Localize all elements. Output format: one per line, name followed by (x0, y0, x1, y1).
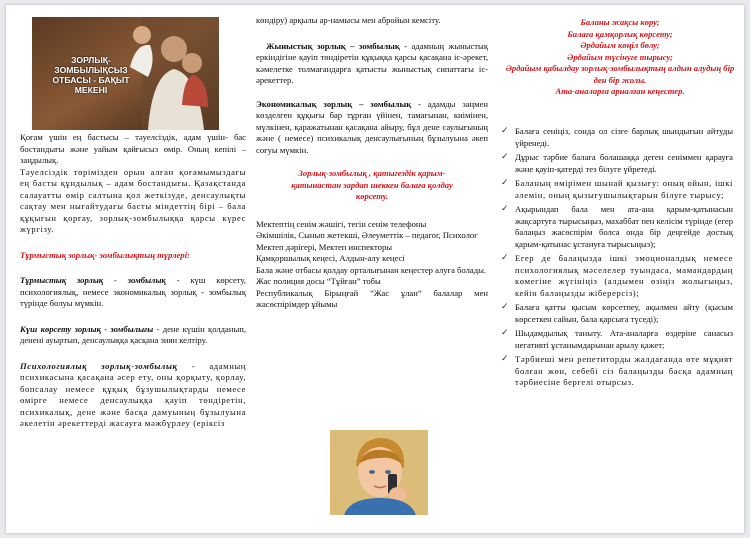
slogan-line: Әрдайым қабылдау зорлық-зомбылықтың алдын алудың бір ден бір жолы. (505, 63, 735, 85)
sexual-term: Жыныстық зорлық – зомбылық (266, 40, 400, 51)
tip-text: Тәрбиеші мен репетиторды жалдағанда өте мұқият болған жөн, себебі сіз балаңызды басқа адамның тәрбиесіне бергелі отырсыз. (515, 354, 733, 387)
tip-text: Балаға қатты қысым көрсетпеу, ақылмен айту (қысым көрсеткен сайын, бала қарсыға түседі); (515, 302, 733, 324)
check-icon: ✓ (501, 354, 509, 364)
psych-term: Психологиялық зорлық-зомбылық (20, 360, 178, 371)
tip-item (501, 126, 733, 149)
domestic-term: Тұрмыстық зорлық - зомбылық (20, 275, 166, 285)
tip-item (501, 354, 733, 389)
service-item: Қамқоршылық кеңесі, Алдын-алу кеңесі (256, 253, 405, 263)
tip-item (501, 328, 733, 351)
sexual-text: - адамның жыныстық еркіндігіне қауіп төндіретін құқыққа қарсы қасақана іс-әрекет, кәмелетке толмағандарға қатысты жыныстық сипаттағы іс-әрекеттер. (256, 40, 488, 85)
parents-advice-heading: Ата-аналарға арналған кеңестер. (555, 86, 685, 96)
force-text: - дене күшін қолданып, денені ауыртып, денсаулыққа қасқана зиян келтіру. (20, 323, 246, 345)
continued-text: көндіру) арқылы ар-намысы мен абройын кемсіту. (256, 15, 441, 25)
boy-on-phone-image (330, 430, 428, 515)
tip-item (501, 204, 733, 250)
service-item: Бала және отбасы қолдау орталығынан кеңестер алуға болады. (256, 264, 486, 275)
slogans-block (501, 17, 739, 98)
column-left (20, 5, 246, 533)
service-item: Мектептің сенім жәшігі, тегін сенім телефоны (256, 218, 427, 229)
force-term: Күш көрсету зорлық - зомбылығы (20, 323, 154, 334)
check-icon: ✓ (501, 253, 509, 263)
tip-item (501, 253, 733, 299)
tip-item (501, 178, 733, 201)
column-right (501, 5, 739, 533)
column-middle (256, 5, 488, 533)
service-item: Мектеп дәрігері, Мектеп инспекторы (256, 241, 393, 252)
psych-violence-paragraph (20, 361, 246, 430)
service-item: Республикалық Бірыңғай “Жас ұлан” балалар мен жасөспірімдер ұйымы (256, 287, 488, 309)
econ-text: - адамды заңмен көзделген құқығы бар тұрған үйінен, тамағынан, киімінен, мүлкінен, қаражатынан қасақана айыру, бұл дене саулығының және ( немесе) психикалық денсаулығының бұзылуына әкеп соғуы мүмкін. (256, 98, 488, 155)
tip-item (501, 152, 733, 175)
hero-title: ЗОРЛЫҚ-ЗОМБЫЛЫҚСЫЗ ОТБАСЫ - БАҚЫТ МЕКЕНІ (52, 55, 130, 95)
check-icon: ✓ (501, 328, 509, 338)
check-icon: ✓ (501, 302, 509, 312)
service-item: Әкімшілік, Сынып жетекші, Әлеуметтік – педагог, Психолог (256, 230, 478, 240)
boy-photo (330, 430, 428, 515)
sexual-violence-paragraph (256, 41, 488, 87)
intro-paragraph-2: Тәуелсіздік төрімізден орын алған қоғамымыздағы ең басты құндылық – адам бостандығы. Қазақстанда салауатты өмір салтына қол жеткізуде, денсаулықты сақтау мен нығайтудағы басты міндеттің бірі – бала құқығын қорғау, зорлық-зомбылыққа қарсы күрес жүргізу. (20, 166, 246, 234)
domestic-violence-paragraph (20, 275, 246, 310)
tip-text: Дұрыс тәрбие балаға болашаққа деген сеніммен қарауға және қауіп-қатерді тез білуге үйретеді. (515, 152, 733, 174)
parent-tips-list (501, 126, 733, 389)
tip-text: Балаға сеніңіз, сонда ол сізге барлық шындығын айтуды үйренеді. (515, 126, 733, 148)
slogan-line: Баланы жақсы көру; (580, 17, 660, 27)
check-icon: ✓ (501, 204, 509, 214)
psych-text: - адамның психикасына қасақана әсер ету, оны қорқыту, қорлау, бопсалау немесе құқық бұзушылықтарды немесе өмірге немесе денсаулыққа қауіп төндіретін, психикалық, дене және басқа дамуының бұзылуына әкелетін әрекеттерді жасауға мәжбүрлеу (еріксіз (20, 360, 246, 428)
tip-text: Ақырындап бала мен ата-ана қарым-қатынасын жақсартуға тырысыңыз, махаббат пен келісім түрінде (егер балаңыз жасөспірім болса онда бір деңгейде достық қарым-қатынас ұстануға тырысыңыз); (515, 204, 733, 249)
tip-text: Баланың өмірімен шынай қызығу: оның ойын, ішкі әлемін, оның қызығушылықтарын білуге тырысу; (515, 178, 733, 200)
tip-text: Егер де балаңызда ішкі эмоционалдық немесе психологиялық мәселелер туындаса, мамандардың көмегіне жүгініңіз (алдымен өзіңіз жолығыңыз, кейін балаңызды жіберерсіз); (515, 253, 733, 298)
service-item: Жас полиция досы “Тұйған” тобы (256, 276, 381, 286)
tip-item (501, 302, 733, 325)
slogan-line: Әрдайым түсінуге тырысу; (567, 51, 673, 62)
force-violence-paragraph (20, 324, 246, 347)
support-services-list (256, 219, 488, 311)
intro-paragraph-1: Қоғам үшін ең бастысы – тәуелсіздік, адам үшін- бас бостандығы және уайым қайғысыз өмір. Оның кепілі – заңдылық. (20, 132, 246, 165)
check-icon: ✓ (501, 126, 509, 136)
econ-violence-paragraph (256, 99, 488, 157)
check-icon: ✓ (501, 152, 509, 162)
slogan-line: Әрдайым көңіл бөлу; (580, 40, 660, 50)
econ-term: Экономикалық зорлық – зомбылық (256, 98, 412, 109)
hero-image (32, 17, 219, 130)
brochure-sheet (6, 5, 744, 533)
domestic-text: - күш көрсету, психологиялық, немесе экономикалық зорлық - зомбылық түрінде болуы мүмкін. (20, 275, 246, 308)
slogan-line: Балаға қамқорлық көрсету; (567, 28, 673, 39)
types-heading: Тұрмыстық зорлық- зомбылықтың түрлері: (20, 249, 190, 260)
support-heading: Зорлық-зомбылық , қатыгездік қарым-қатынастан зардап шеккен балаға қолдау көрсету. (291, 168, 453, 201)
tip-text: Шыдамдылық таныту. Ата-аналарға өздеріне санасыз негативті ұстанымдарынан арылу қажет; (515, 328, 733, 350)
check-icon: ✓ (501, 178, 509, 188)
